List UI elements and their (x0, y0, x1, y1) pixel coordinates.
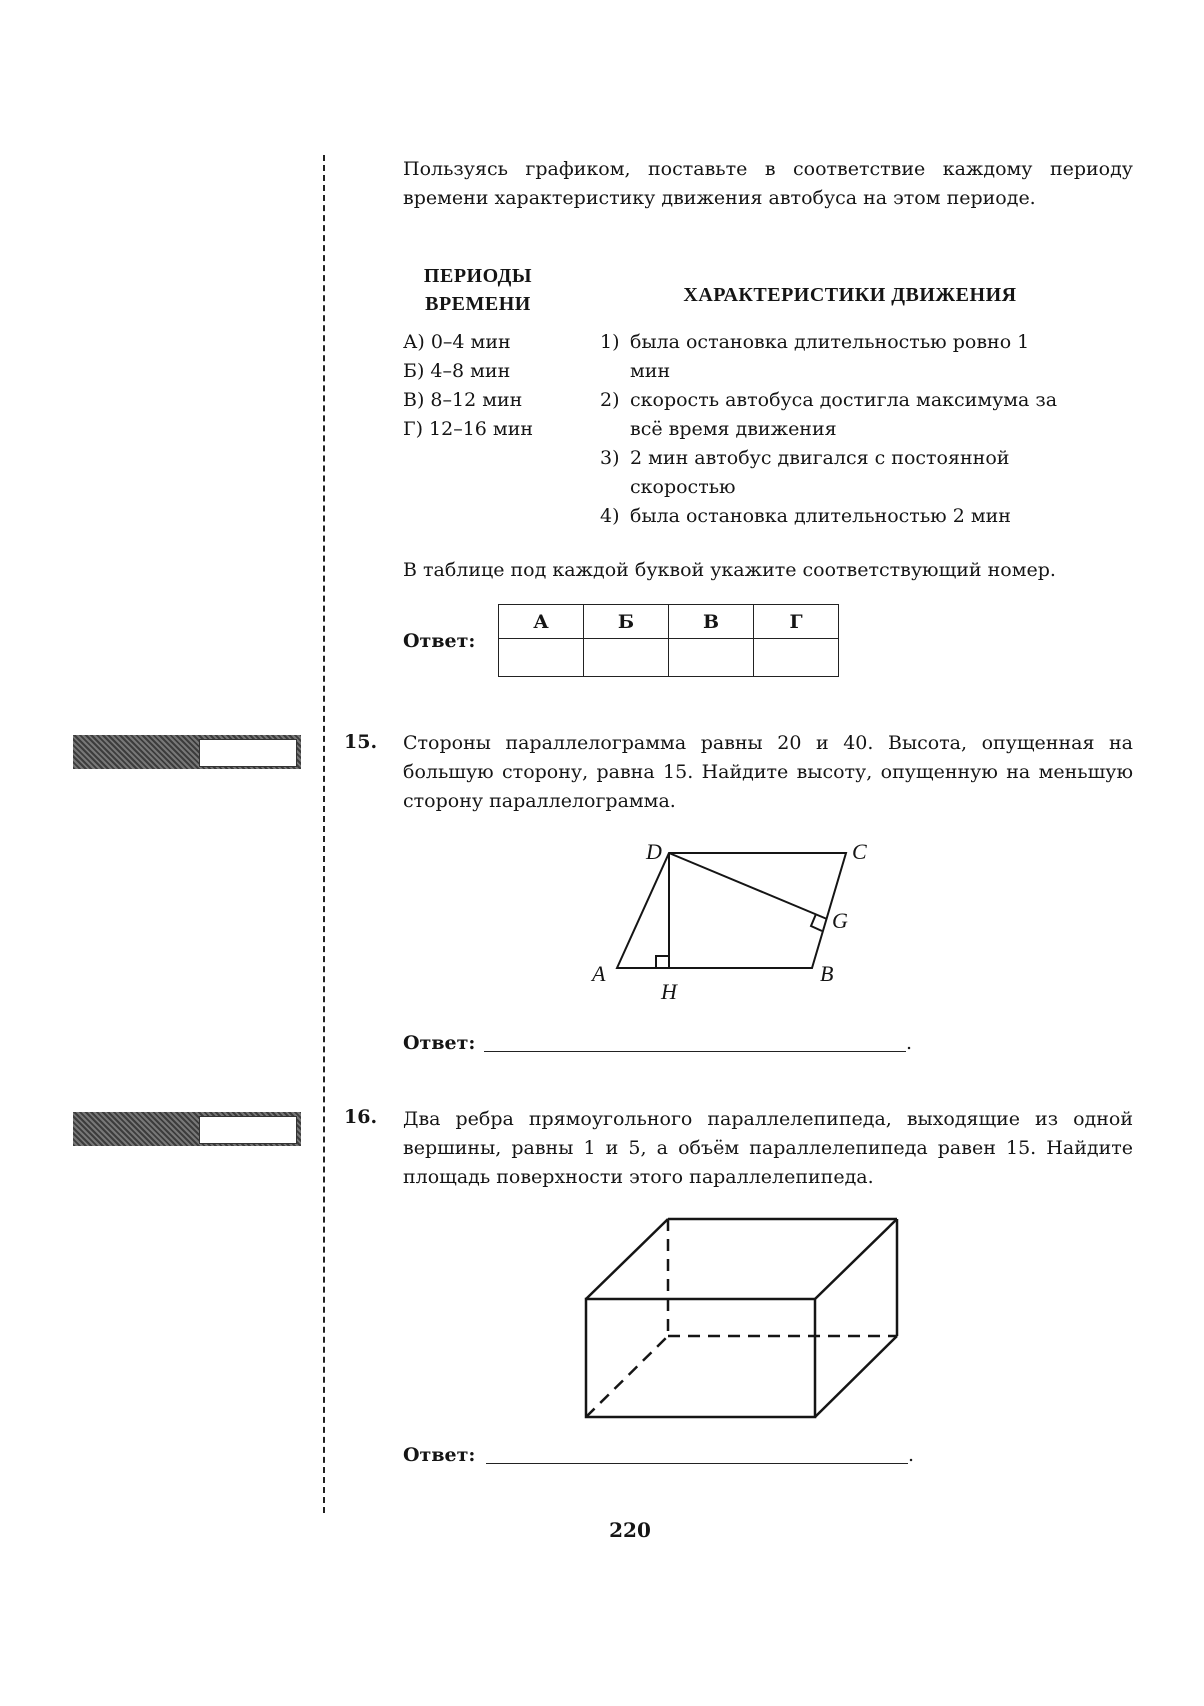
box-edge-top-right (815, 1219, 897, 1299)
answer-line-15[interactable] (484, 1035, 906, 1052)
answer-cell-v[interactable] (669, 639, 754, 677)
intro-paragraph: Пользуясь графиком, поставьте в соответствие каждому периоду времени характеристику движения автобуса на этом периоде. (403, 158, 1133, 209)
box-hidden-diagonal (586, 1336, 668, 1417)
label-g: G (832, 908, 848, 933)
question-text-15: Стороны параллелограмма равны 20 и 40. Высота, опущенная на большую сторону, равна 15. Найдите высоту, опущенную на меньшую сторону параллелограмма. (403, 732, 1133, 812)
label-d: D (646, 839, 662, 864)
box-figure (580, 1210, 900, 1425)
parallelogram-figure (580, 835, 900, 1005)
label-a: A (592, 961, 606, 986)
cut-line (323, 155, 325, 1513)
page-number: 220 (609, 1518, 651, 1542)
answer-marker-15 (73, 735, 301, 769)
table-note: В таблице под каждой буквой укажите соответствующий номер. (403, 559, 1056, 581)
answer-cell-b[interactable] (584, 639, 669, 677)
label-c: C (852, 839, 867, 864)
answer-line-16[interactable] (486, 1447, 908, 1464)
right-angle-h (656, 956, 669, 968)
answer-cell-a[interactable] (499, 639, 584, 677)
answer-header-g: Г (754, 605, 839, 639)
answer-label-16: Ответ: (403, 1444, 476, 1466)
period-a: А) 0–4 мин (403, 331, 511, 353)
box-edge-top-left (586, 1219, 668, 1299)
answer-marker-box-16[interactable] (199, 1116, 297, 1144)
answer-marker-box-15[interactable] (199, 739, 297, 767)
characteristic-2: 2) скорость автобуса достигла максимума за всё время движения (600, 389, 1058, 440)
answer-header-v: В (669, 605, 754, 639)
periods-header: ПЕРИОДЫ ВРЕМЕНИ (423, 265, 533, 315)
answer-label-14: Ответ: (403, 630, 476, 652)
height-dg (669, 853, 827, 919)
question-number-15: 15. (344, 731, 378, 753)
characteristic-1: 1) была остановка длительностью ровно 1 мин (600, 331, 1030, 382)
answer-header-a: А (499, 605, 584, 639)
question-number-16: 16. (344, 1106, 378, 1128)
answer-end-15: . (906, 1032, 913, 1054)
box-edge-bottom-right (815, 1336, 897, 1417)
answer-marker-16 (73, 1112, 301, 1146)
characteristic-4: 4) была остановка длительностью 2 мин (600, 505, 1011, 527)
characteristics-header: ХАРАКТЕРИСТИКИ ДВИЖЕНИЯ (683, 284, 1017, 306)
answer-cell-g[interactable] (754, 639, 839, 677)
parallelogram-shape (617, 853, 846, 968)
box-front-face (586, 1299, 815, 1417)
question-text-16: Два ребра прямоугольного параллелепипеда, выходящие из одной вершины, равны 1 и 5, а объём параллелепипеда равен 15. Найдите площадь поверхности этого параллелепипеда. (403, 1108, 1133, 1188)
period-b: Б) 4–8 мин (403, 360, 511, 382)
answer-end-16: . (908, 1444, 915, 1466)
answer-label-15: Ответ: (403, 1032, 476, 1054)
period-g: Г) 12–16 мин (403, 418, 534, 440)
label-h: H (661, 979, 677, 1004)
characteristic-3: 3) 2 мин автобус двигался с постоянной скоростью (600, 447, 1010, 498)
label-b: B (820, 961, 834, 986)
period-v: В) 8–12 мин (403, 389, 523, 411)
answer-header-b: Б (584, 605, 669, 639)
answer-table (498, 604, 839, 677)
